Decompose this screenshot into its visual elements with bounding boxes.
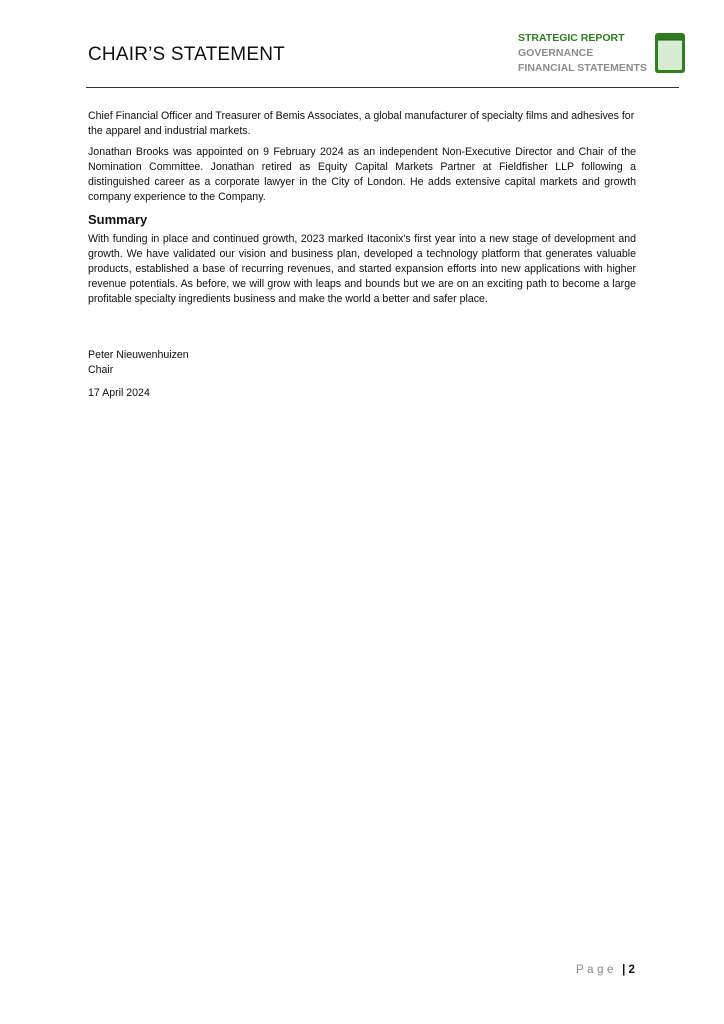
book-icon [653, 31, 687, 75]
summary-heading: Summary [88, 212, 148, 227]
summary-paragraph: With funding in place and continued growth, 2023 marked Itaconix's first year into a new stage of development and growth. We have validated our vision and business plan, developed a technology platform that generates valuable products, established a base of recurring revenues, and started expansion efforts into new applications with higher revenue potentials. As before, we will grow with leaps and bounds but we are on an exciting path to become a large profitable specialty ingredients business and make the world a better and safer place. [88, 233, 636, 305]
page-number: 2 [628, 964, 635, 976]
page-label: Page [576, 964, 617, 976]
page-separator: | [622, 964, 626, 976]
nav-item-strategic-report[interactable]: STRATEGIC REPORT [518, 32, 625, 44]
signature-date: 17 April 2024 [88, 387, 150, 399]
page-footer [576, 964, 635, 976]
section-nav [518, 31, 647, 76]
signature-block [88, 348, 189, 401]
signatory-role: Chair [88, 364, 114, 376]
paragraph-jonathan-brooks: Jonathan Brooks was appointed on 9 February 2024 as an independent Non-Executive Director and Chair of the Nomination Committee. Jonathan retired as Equity Capital Markets Partner at Fieldfisher LLP following a distinguished career as a corporate lawyer in the City of London. He adds extensive capital markets and growth company experience to the Company. [88, 146, 636, 203]
paragraph-cfo: Chief Financial Officer and Treasurer of Bemis Associates, a global manufacturer of specialty films and adhesives for the apparel and industrial markets. [88, 110, 635, 137]
header-divider [86, 87, 679, 88]
page-title: CHAIR’S STATEMENT [88, 44, 285, 65]
nav-item-financial-statements[interactable]: FINANCIAL STATEMENTS [518, 62, 647, 74]
signatory-name: Peter Nieuwenhuizen [88, 349, 189, 361]
nav-item-governance[interactable]: GOVERNANCE [518, 47, 594, 59]
statement-body [88, 109, 636, 313]
